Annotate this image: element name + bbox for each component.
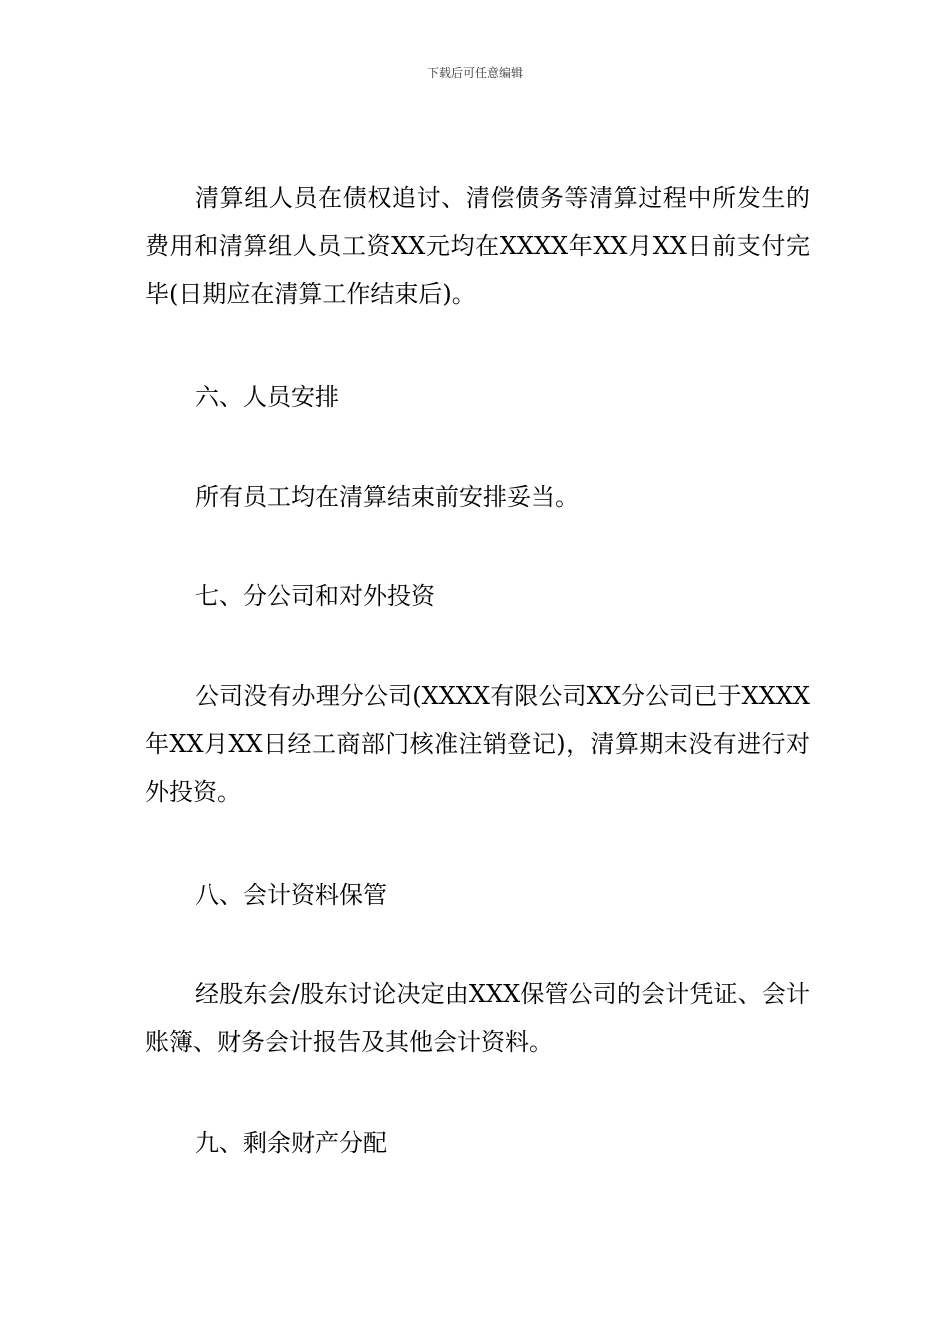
paragraph-liquidation-expenses: 清算组人员在债权追讨、清偿债务等清算过程中所发生的费用和清算组人员工资XX元均在XXXX年XX月XX日前支付完毕(日期应在清算工作结束后)。 [145, 184, 810, 308]
paragraph-personnel: 所有员工均在清算结束前安排妥当。 [195, 483, 579, 511]
section-heading-remaining-assets: 九、剩余财产分配 [195, 1129, 387, 1157]
paragraph-branches-investment: 公司没有办理分公司(XXXX有限公司XX分公司已于XXXX年XX月XX日经工商部门核准注销登记)，清算期末没有进行对外投资。 [145, 682, 810, 806]
section-heading-accounting-records: 八、会计资料保管 [195, 881, 387, 909]
section-heading-branches-investment: 七、分公司和对外投资 [195, 582, 435, 610]
section-heading-personnel: 六、人员安排 [195, 383, 339, 411]
paragraph-accounting-records: 经股东会/股东讨论决定由XXX保管公司的会计凭证、会计账簿、财务会计报告及其他会计资料。 [145, 980, 810, 1056]
page-header: 下载后可任意编辑 [426, 66, 523, 80]
